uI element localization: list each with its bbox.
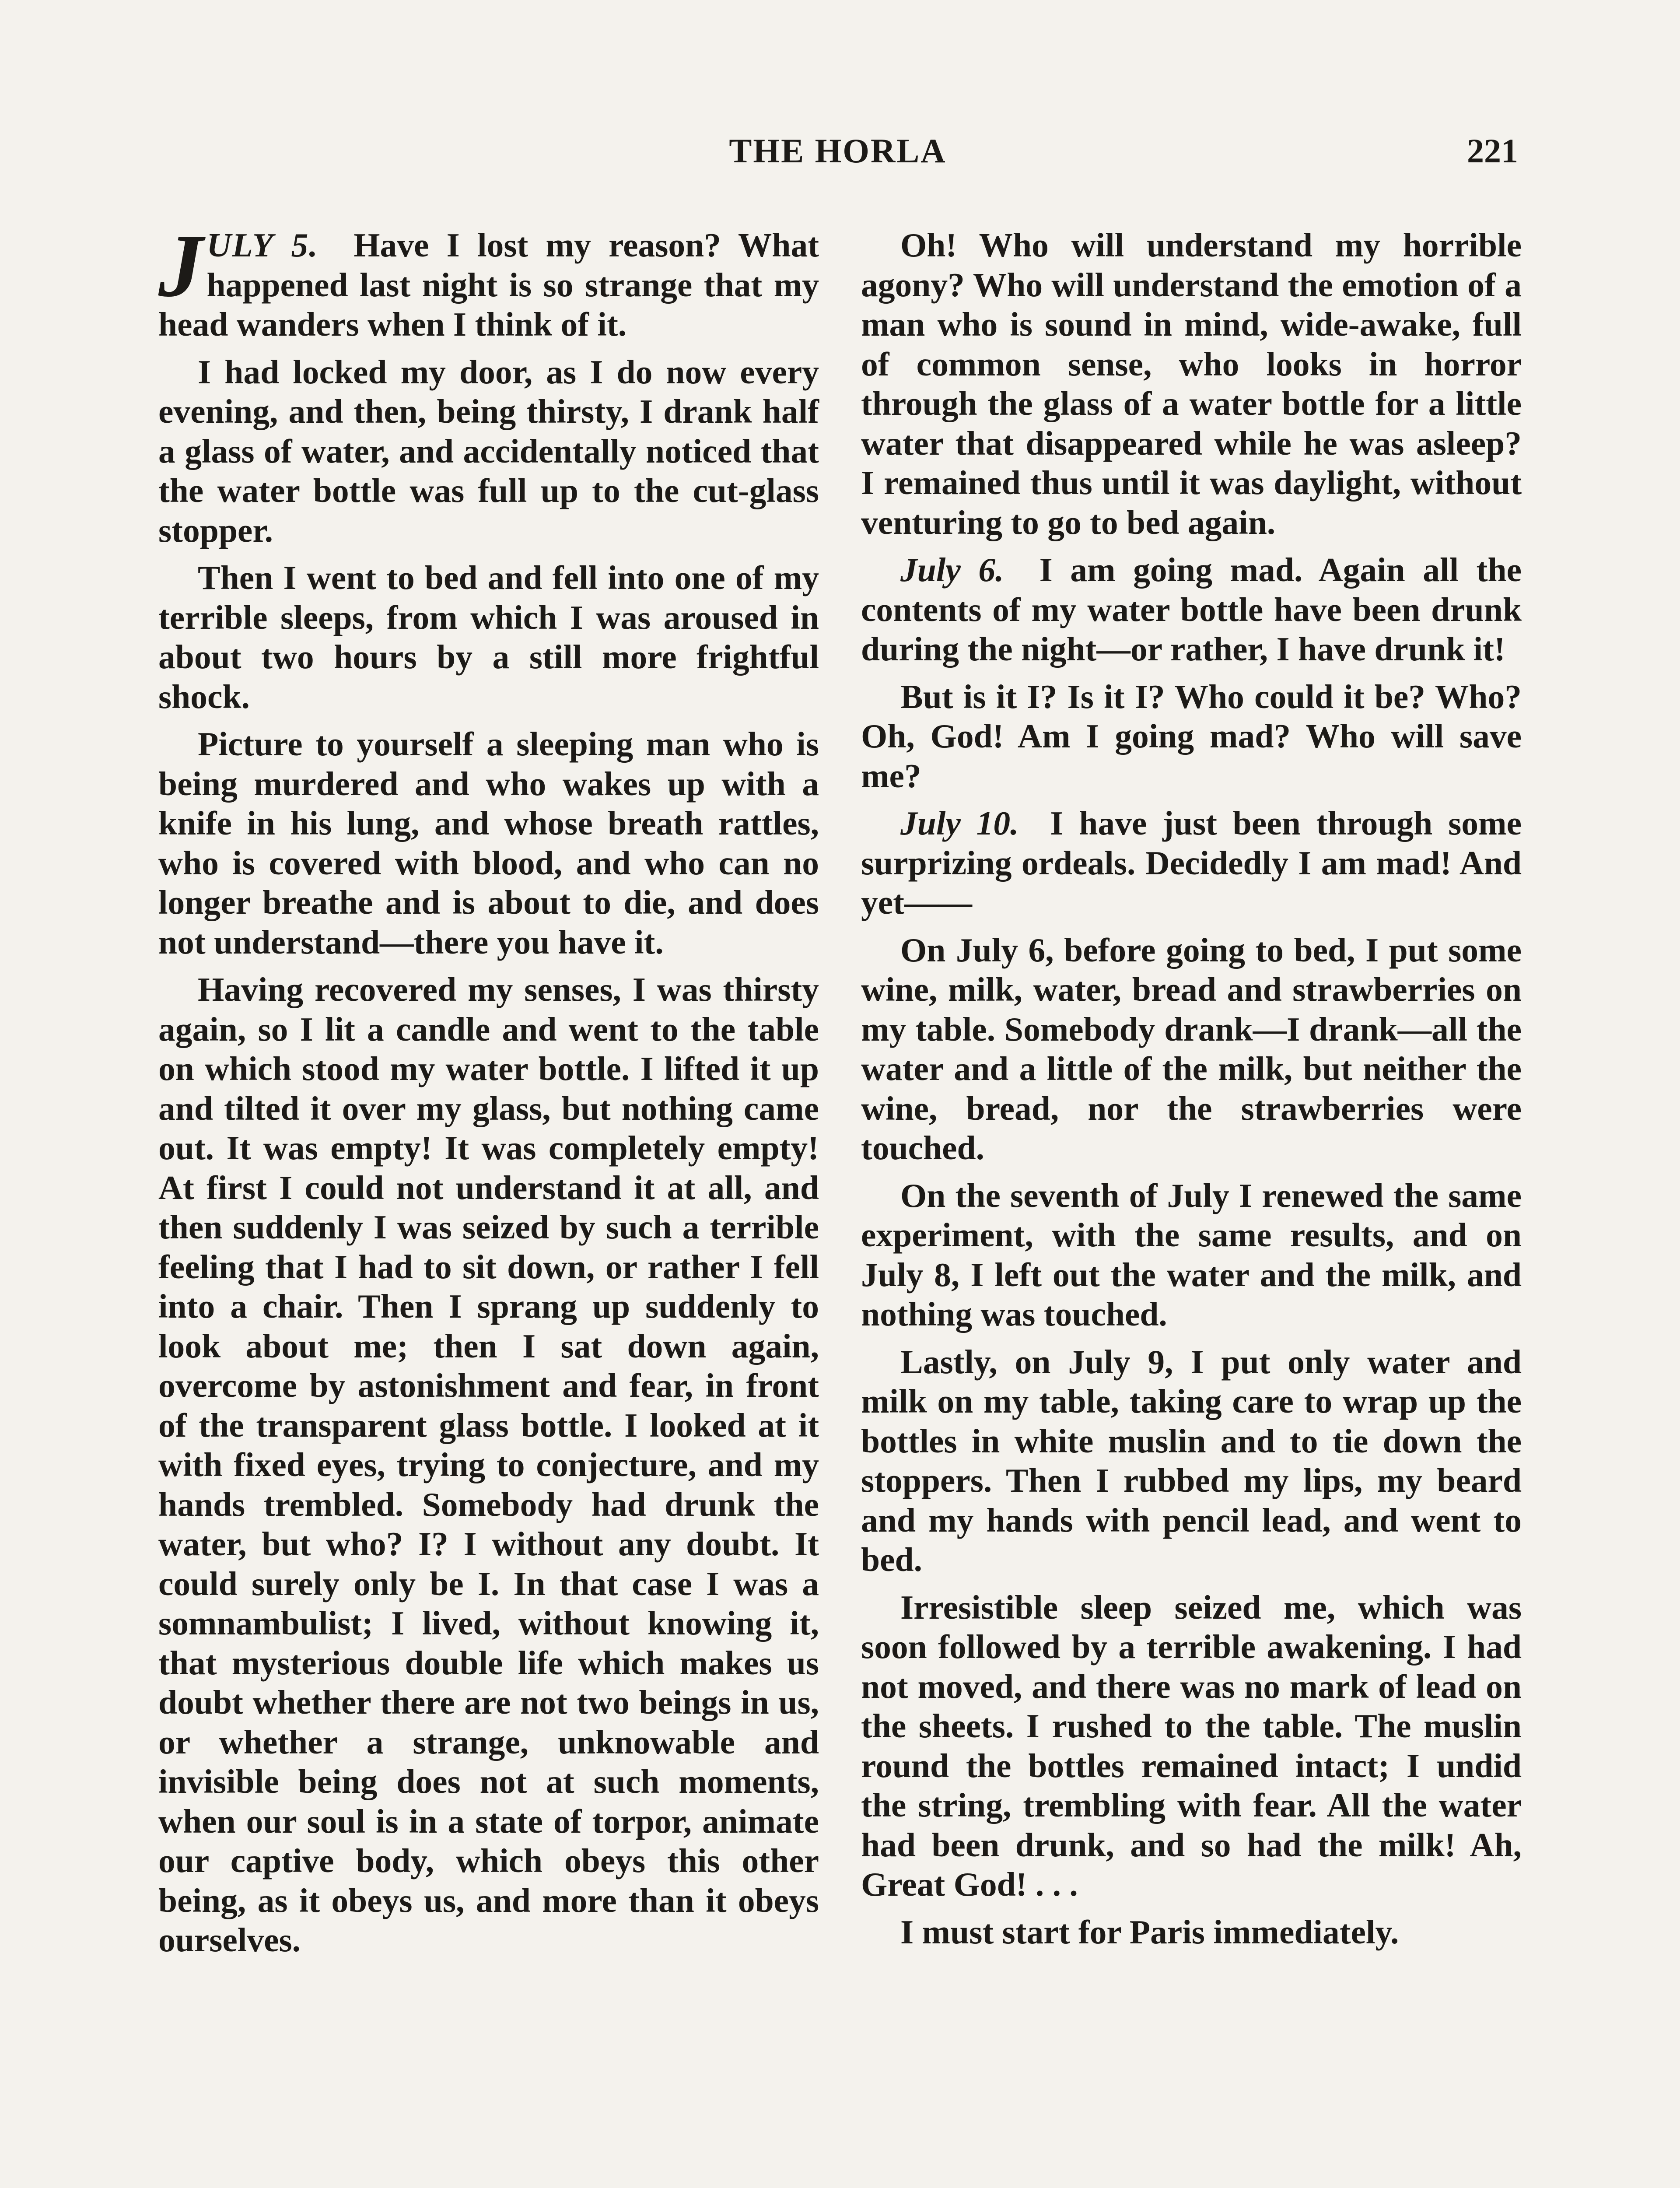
paragraph-text: Have I lost my reason? What happened last night is so strange that my head wanders when I think of it. [158, 226, 819, 343]
paragraph [861, 803, 1522, 922]
drop-cap: J [158, 216, 203, 316]
entry-date: ULY 5. [206, 226, 318, 264]
paragraph: Irresistible sleep seized me, which was soon followed by a terrible awakening. I had not moved, and there was no mark of lead on the sheets. I rushed to the table. The muslin round the bottles remained intact; I undid the string, trembling with fear. All the water had been drunk, and so had the milk! Ah, Great God! . . . [861, 1588, 1522, 1903]
paragraph [861, 550, 1522, 669]
paragraph: Then I went to bed and fell into one of my terrible sleeps, from which I was aroused in about two hours by a still more frightful shock. [158, 559, 819, 715]
paragraph: On the seventh of July I renewed the same experiment, with the same results, and on July 8, I left out the water and the milk, and nothing was touched. [861, 1176, 1522, 1333]
paragraph: Oh! Who will understand my horrible agony? Who will understand the emotion of a man who is sound in mind, wide-awake, full of common sense, who looks in horror through the glass of a water bottle for a little water that disappeared while he was asleep? I remained thus until it was daylight, without venturing to go to bed again. [861, 226, 1522, 541]
paragraph: Having recovered my senses, I was thirsty again, so I lit a candle and went to the table on which stood my water bottle. I lifted it up and tilted it over my glass, but nothing came out. It was empty! It was completely empty! At first I could not understand it at all, and then suddenly I was seized by such a terrible feeling that I had to sit down, or rather I fell into a chair. Then I sprang up suddenly to look about me; then I sat down again, overcome by astonishment and fear, in front of the transparent glass bottle. I looked at it with fixed eyes, trying to conjecture, and my hands trembled. Somebody had drunk the water, but who? I? I without any doubt. It could surely only be I. In that case I was a somnambulist; I lived, without knowing it, that mysterious double life which makes us doubt whether there are not two beings in us, or whether a strange, unknowable and invisible being does not at such moments, when our soul is in a state of torpor, animate our captive body, which obeys this other being, as it obeys us, and more than it obeys ourselves. [158, 971, 819, 1959]
paragraph-text: I have just been through some surprizing ordeals. Decidedly I am mad! And yet—— [861, 804, 1522, 921]
entry-date: July 10. [900, 804, 1019, 842]
page-number: 221 [1467, 132, 1518, 170]
paragraph: But is it I? Is it I? Who could it be? Who? Oh, God! Am I going mad? Who will save me? [861, 677, 1522, 795]
paragraph [158, 216, 819, 344]
paragraph: I had locked my door, as I do now every evening, and then, being thirsty, I drank half a glass of water, and accidentally noticed that the water bottle was full up to the cut-glass stopper. [158, 353, 819, 549]
paragraph: Lastly, on July 9, I put only water and milk on my table, taking care to wrap up the bottles in white muslin and to tie down the stoppers. Then I rubbed my lips, my beard and my hands with pencil lead, and went to bed. [861, 1343, 1522, 1578]
paragraph: Picture to yourself a sleeping man who is being murdered and who wakes up with a knife in his lung, and whose breath rattles, who is covered with blood, and who can no longer breathe and is about to die, and does not understand—there you have it. [158, 725, 819, 961]
paragraph-text: I am going mad. Again all the contents of my water bottle have been drunk during the night—or rather, I have drunk it! [861, 551, 1522, 668]
right-column [861, 225, 1522, 1960]
book-title: THE HORLA [729, 132, 947, 170]
entry-date: July 6. [900, 551, 1004, 589]
paragraph: I must start for Paris immediately. [900, 1913, 1399, 1951]
paragraph: On July 6, before going to bed, I put some wine, milk, water, bread and strawberries on my table. Somebody drank—I drank—all the water and a little of the milk, but neither the wine, bread, nor the strawberries were touched. [861, 931, 1522, 1167]
left-column [158, 216, 819, 1968]
running-head [158, 131, 1518, 184]
